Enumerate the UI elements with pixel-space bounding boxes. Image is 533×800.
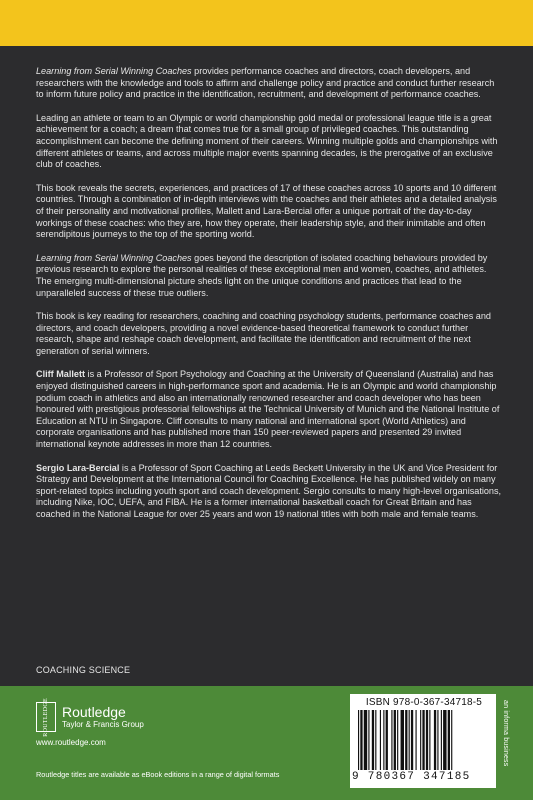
paragraph-book-reveals: This book reveals the secrets, experiences, and practices of 17 of these coaches across 10 sports and 10 different countries. Through a combination of in-depth interviews with the coaches and their athletes and a detailed analysis of their personality and motivational profiles, Mallett and Lara-Bercial offer a unique portrait of the day-to-day workings of these coaches: who they are, how they operate, their leadership style, and their inimitable and often serendipitous journeys to the top of the sporting world. [36,182,497,240]
top-color-band [0,0,533,46]
isbn-number: ISBN 978-0-367-34718-5 [365,697,483,708]
subject-category-label: COACHING SCIENCE [36,665,131,675]
informa-business-label: an informa business [502,700,509,767]
book-title-italic: Learning from Serial Winning Coaches [36,252,192,263]
author-bio-mallett: Cliff Mallett is a Professor of Sport Psychology and Coaching at the University of Queensland (Australia) and has enjoyed distinguished careers in high-performance sport and academia. He is an Olympic and world championship podium coach in athletics and also an internationally renowned researcher and coach developer who has been honoured with prestigious professorial fellowships at the Technical University of Munich and the National Institute of Education at NTU in Singapore. Cliff consults to many national and international sport (World Athletics) and corporate organisations and has published more than 150 peer-reviewed papers and presented 29 invited international keynote addresses in more than 12 countries. [36,369,500,450]
paragraph-achievement: Leading an athlete or team to an Olympic or world championship gold medal or professional league title is a great achievement for a coach; a dream that comes true for a small group of privileged coaches. This outstanding accomplishment can become the defining moment of their careers. Winning multiple golds and championships with different athletes or teams, and across multiple major events spanning decades, is the prerogative of an exclusive club of coaches. [36,112,498,170]
ebook-availability-note: Routledge titles are available as eBook editions in a range of digital formats [36,770,280,779]
publisher-website: www.routledge.com [36,738,106,747]
intro-paragraph: Learning from Serial Winning Coaches provides performance coaches and directors, coach developers, and researchers with the knowledge and tools to affirm and challenge policy and practice and conduct further research to inform future policy and practice in the identification, recruitment, and development of performance coaches. [36,66,495,100]
paragraph-audience: This book is key reading for researchers, coaching and coaching psychology students, performance coaches and directors, and coach developers, providing a novel evidence-based theoretical framework to conduct further research, shape and reshape coach development, and facilitate the identification and recruitment of the next generation of serial winners. [36,311,491,356]
book-title-italic: Learning from Serial Winning Coaches [36,66,192,76]
publisher-logo [36,697,144,737]
isbn-barcode [350,694,496,788]
publisher-group: Taylor & Francis Group [62,719,144,729]
author-name: Cliff Mallett [36,369,86,380]
routledge-mark-icon: ROUTLEDGE [36,702,56,732]
barcode-bars [358,710,488,770]
author-name: Sergio Lara-Bercial [36,462,120,473]
paragraph-beyond: Learning from Serial Winning Coaches goes beyond the description of isolated coaching behaviours provided by previous research to explore the personal realities of these exceptional men and women, coaches, and athletes. The emerging multi-dimensional picture sheds light on the unique conditions and practices that lead to the unparalleled success of these true outliers. [36,252,488,298]
back-cover-text [36,66,502,533]
publisher-name: Routledge [62,703,126,720]
author-bio-lara-bercial: Sergio Lara-Bercial is a Professor of Sport Coaching at Leeds Beckett University in the UK and Vice President for Strategy and Development at the International Council for Coaching Excellence. He has published widely on many sport-related topics including youth sport and coach development. Sergio consults to many high-level organisations, including Nike, IOC, UEFA, and FIBA. He is a former international basketball coach for Great Britain and has coached in the National League for over 25 years and won 19 national titles with both male and female teams. [36,462,502,519]
barcode-digits: 9 780367 347185 [352,771,471,783]
